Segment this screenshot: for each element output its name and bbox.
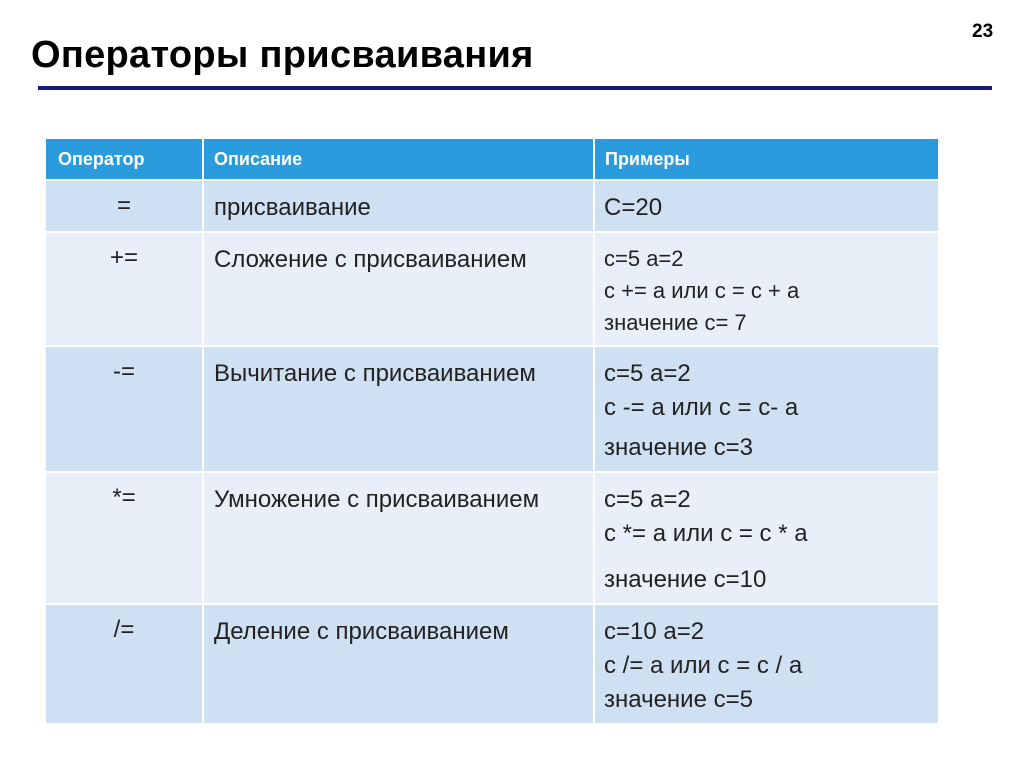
table-row [45, 604, 939, 724]
examples-cell [594, 604, 939, 724]
operators-table [44, 137, 940, 725]
example-line: c *= a или c = c * a [604, 520, 808, 547]
example-line: c=5 a=2 [604, 486, 691, 513]
example-line: c -= a или c = c- a [604, 394, 799, 421]
description-cell: Вычитание с присваиванием [203, 346, 594, 472]
header-operator: Оператор [45, 138, 203, 180]
example-line: значение c= 7 [604, 310, 747, 335]
table-row [45, 180, 939, 232]
operator-cell: -= [45, 346, 203, 472]
operator-cell: = [45, 180, 203, 232]
example-line: значение c=3 [604, 434, 753, 461]
description-cell: присваивание [203, 180, 594, 232]
table-row [45, 472, 939, 604]
example-line: C=20 [604, 194, 663, 221]
table-row [45, 346, 939, 472]
description-cell: Деление с присваиванием [203, 604, 594, 724]
header-examples: Примеры [594, 138, 939, 180]
description-cell: Сложение с присваиванием [203, 232, 594, 346]
example-line: значение c=5 [604, 686, 753, 713]
description-cell: Умножение с присваиванием [203, 472, 594, 604]
slide-title: Операторы присваивания [31, 34, 534, 76]
examples-cell [594, 232, 939, 346]
example-line: c=10 a=2 [604, 618, 705, 645]
example-line: c=5 a=2 [604, 360, 691, 387]
examples-cell [594, 346, 939, 472]
table-header-row [45, 138, 939, 180]
examples-cell [594, 180, 939, 232]
operator-cell: *= [45, 472, 203, 604]
example-line: значение c=10 [604, 566, 767, 593]
header-description: Описание [203, 138, 594, 180]
operator-cell: += [45, 232, 203, 346]
title-divider [38, 86, 992, 90]
examples-cell [594, 472, 939, 604]
example-line: c += a или c = c + a [604, 278, 800, 303]
table-row [45, 232, 939, 346]
slide-number: 23 [972, 21, 994, 42]
example-line: c /= a или c = c / a [604, 652, 803, 679]
example-line: c=5 a=2 [604, 246, 684, 271]
operator-cell: /= [45, 604, 203, 724]
